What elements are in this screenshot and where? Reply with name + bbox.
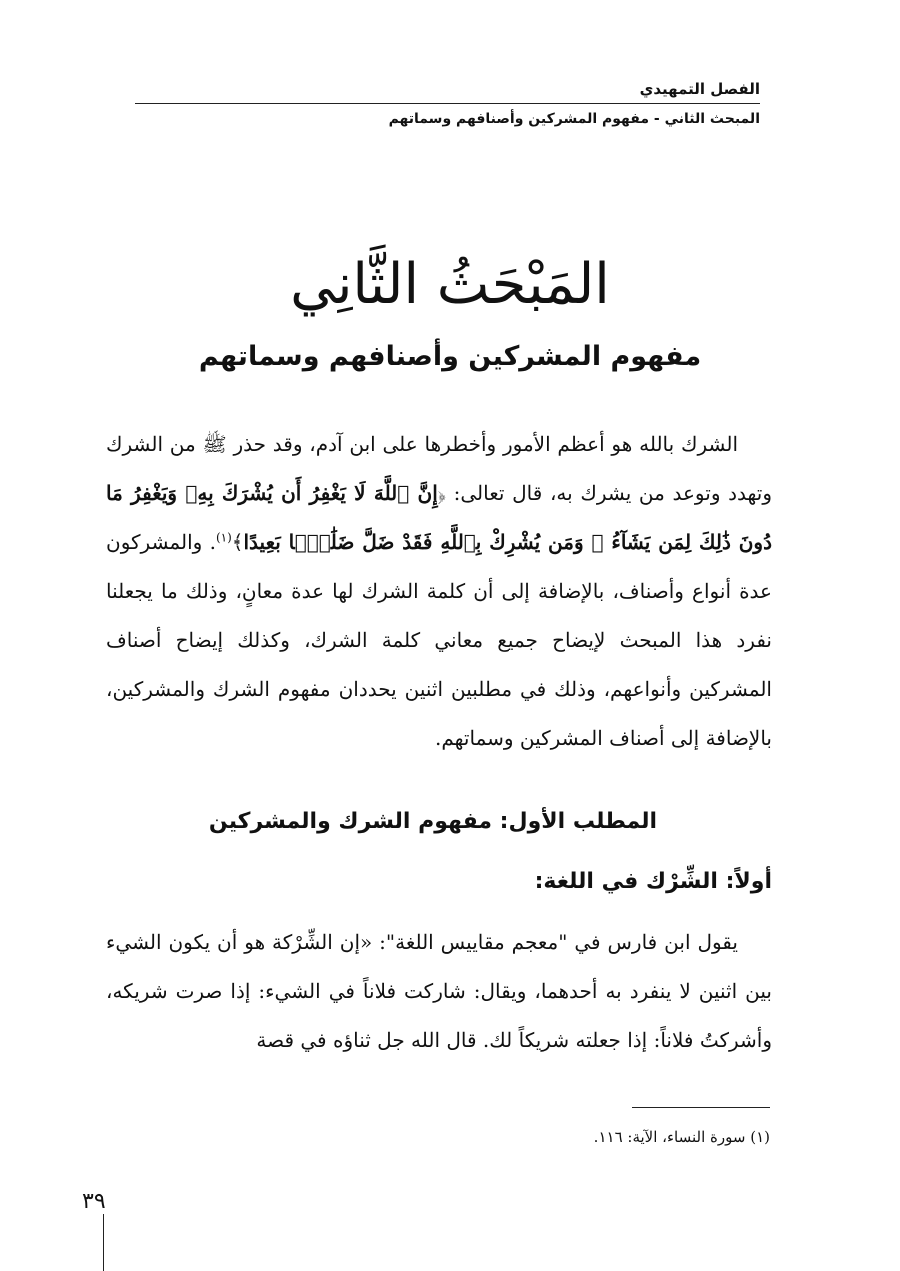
subsection-title: المطلب الأول: مفهوم الشرك والمشركين	[208, 809, 658, 834]
running-head-chapter: الفصل التمهيدي	[135, 78, 760, 104]
quran-verse-close: ﴾	[231, 530, 244, 554]
subheading-language: أولاً: الشِّرْك في اللغة:	[534, 869, 772, 894]
section-title: مفهوم المشركين وأصنافهم وسماتهم	[198, 341, 702, 372]
margin-rule	[103, 1214, 104, 1271]
intro-text-after-verse: . والمشركون عدة أنواع وأصناف، بالإضافة إلى أن كلمة الشرك لها عدة معانٍ، وذلك ما يجعلنا نفرد هذا المبحث لإيضاح جميع معاني كلمة الشرك، وكذلك إيضاح أصناف المشركين وأنواعهم، وذلك في مطلبين اثنين يحددان مفهوم الشرك والمشركين، بالإضافة إلى أصناف المشركين وسماتهم.	[106, 530, 772, 750]
footnote: (١) سورة النساء، الآية: ١١٦.	[593, 1128, 770, 1146]
running-head-section: المبحث الثاني - مفهوم المشركين وأصنافهم وسماتهم	[388, 111, 760, 127]
quran-verse: إِنَّ ٱللَّهَ لَا يَغْفِرُ أَن يُشْرَكَ بِهِۦ وَيَغْفِرُ مَا دُونَ ذَٰلِكَ لِمَن يَشَآءُ ۚ وَمَن يُشْرِكْ بِٱللَّهِ فَقَدْ ضَلَّ ضَلَٰلًۢا بَعِيدًا	[106, 481, 772, 554]
intro-text-before-verse: الشرك بالله هو أعظم الأمور وأخطرها على ابن آدم، وقد حذر ﷺ من الشرك وتهدد وتوعد من يشرك به، قال تعالى: ﴿	[106, 432, 772, 505]
language-paragraph: يقول ابن فارس في "معجم مقاييس اللغة": «إن الشِّرْكة هو أن يكون الشيء بين اثنين لا ينفرد به أحدهما، ويقال: شاركت فلاناً في الشيء: إذا صرت شريكه، وأشركتُ فلاناً: إذا جعلته شريكاً لك. قال الله جل ثناؤه في قصة	[106, 930, 772, 1052]
section-ornament-title: المَبْحَثُ الثَّانِي	[290, 252, 610, 317]
page-number: ٣٩	[82, 1189, 106, 1214]
intro-paragraph	[106, 420, 772, 763]
running-head	[135, 78, 760, 130]
footnote-divider	[632, 1107, 770, 1108]
footnote-reference[interactable]: (١)	[215, 530, 232, 545]
